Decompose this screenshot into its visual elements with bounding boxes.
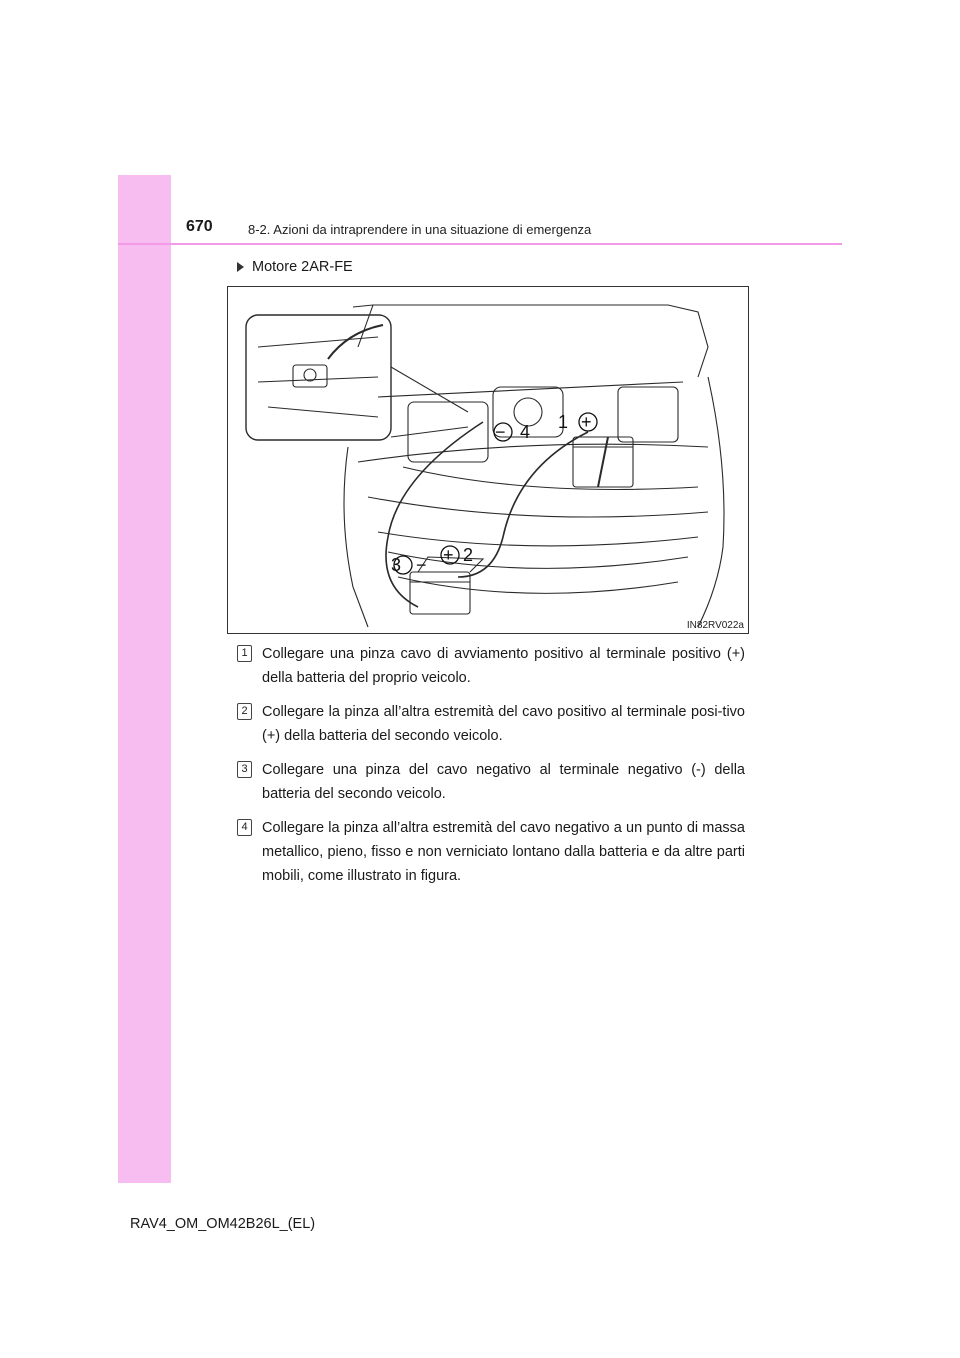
footer-doc-code: RAV4_OM_OM42B26L_(EL) — [130, 1216, 316, 1232]
step-text: Collegare la pinza all’altra estremità del cavo negativo a un punto di massa metallico, pieno, fisso e non verniciato lontano dalla batteria e da altre parti mobili, come illustrato in figura. — [262, 820, 745, 884]
header-rule — [118, 243, 842, 245]
callout-3: 3 — [391, 555, 402, 575]
step-item — [237, 816, 745, 888]
step-item — [237, 700, 745, 748]
figure-code: IN82RV022a — [686, 620, 744, 631]
page-number: 670 — [186, 218, 213, 235]
callout-1: 1 — [558, 412, 569, 432]
section-title: 8-2. Azioni da intraprendere in una situazione di emergenza — [248, 222, 592, 237]
callout-4: 4 — [520, 422, 531, 442]
callout-plus-bottom: + — [443, 545, 454, 565]
callout-minus-bottom: − — [416, 555, 427, 575]
side-tab-band — [118, 175, 171, 1183]
callout-plus-top: + — [581, 412, 592, 432]
step-number: 1 — [237, 645, 252, 662]
step-text: Collegare una pinza cavo di avviamento positivo al terminale positivo (+) della batteria del proprio veicolo. — [262, 646, 745, 686]
step-text: Collegare una pinza del cavo negativo al terminale negativo (-) della batteria del secondo veicolo. — [262, 762, 745, 802]
steps-list — [237, 642, 745, 898]
step-number: 3 — [237, 761, 252, 778]
subheading-text: Motore 2AR-FE — [252, 259, 353, 275]
triangle-bullet-icon — [237, 262, 244, 272]
step-number: 2 — [237, 703, 252, 720]
step-item — [237, 642, 745, 690]
step-number: 4 — [237, 819, 252, 836]
callout-minus-top: − — [495, 422, 506, 442]
step-text: Collegare la pinza all’altra estremità del cavo positivo al terminale posi-tivo (+) della batteria del secondo veicolo. — [262, 704, 745, 744]
step-item — [237, 758, 745, 806]
engine-drawing — [228, 287, 747, 632]
subheading — [237, 259, 353, 275]
engine-illustration — [227, 286, 749, 634]
callout-2: 2 — [463, 545, 474, 565]
